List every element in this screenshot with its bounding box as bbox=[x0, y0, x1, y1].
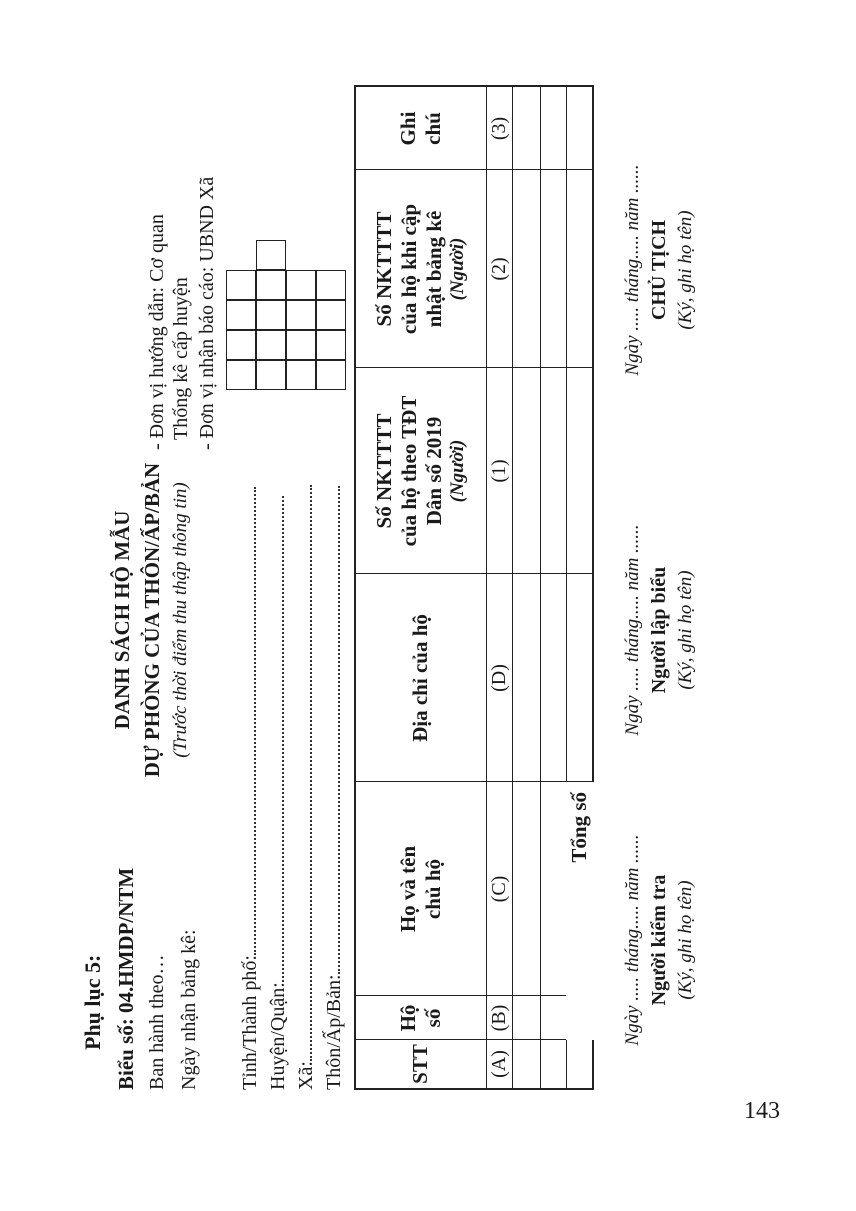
district-line bbox=[266, 496, 290, 1090]
code-box[interactable] bbox=[316, 270, 346, 300]
total-label-visible bbox=[566, 782, 594, 968]
header-note bbox=[356, 87, 486, 170]
province-label: Tỉnh/Thành phố: bbox=[239, 955, 261, 1090]
header-col1-unit: (Người) bbox=[447, 439, 469, 503]
receiving-unit: - Đơn vị nhận báo cáo: UBND Xã bbox=[196, 176, 218, 450]
header-note-line1: Ghi bbox=[395, 111, 420, 146]
title-line-1: DANH SÁCH HỘ MẪU bbox=[110, 510, 134, 730]
code-box[interactable] bbox=[256, 270, 286, 300]
code-a: (A) bbox=[488, 1050, 510, 1078]
row-divider bbox=[512, 87, 513, 1088]
guiding-unit: - Đơn vị hướng dẫn: Cơ quan bbox=[146, 214, 168, 450]
checker-date: Ngày ..... tháng..... năm ...... bbox=[622, 834, 643, 1046]
code-box[interactable] bbox=[256, 360, 286, 390]
chair-date: Ngày ..... tháng..... năm ...... bbox=[622, 164, 643, 376]
header-col1-line2: của hộ theo TĐT bbox=[397, 395, 421, 547]
code-box[interactable] bbox=[226, 330, 256, 360]
commune-label: Xã: bbox=[295, 1061, 317, 1090]
commune-line bbox=[294, 485, 318, 1090]
code-box[interactable] bbox=[316, 330, 346, 360]
header-col2-unit: (Người) bbox=[447, 237, 469, 301]
appendix-label: Phụ lục 5: bbox=[80, 954, 105, 1050]
header-ho-so-line2: số bbox=[421, 1008, 445, 1028]
checker-role: Người kiểm tra bbox=[647, 874, 670, 1006]
page-number: 143 bbox=[744, 1098, 780, 1124]
header-address-text: Địa chỉ của hộ bbox=[408, 614, 433, 742]
header-stt-text: STT bbox=[408, 1044, 433, 1084]
code-box[interactable] bbox=[286, 330, 316, 360]
district-label: Huyện/Quận: bbox=[267, 982, 289, 1090]
total-merge-mask bbox=[566, 980, 594, 1040]
code-box[interactable] bbox=[316, 360, 346, 390]
header-col2-line3: nhật bảng kê bbox=[422, 210, 447, 328]
header-note-line2: chú bbox=[421, 112, 445, 145]
header-col1-line3: Dân số 2019 bbox=[422, 416, 447, 526]
header-name bbox=[356, 782, 486, 996]
code-box[interactable] bbox=[286, 300, 316, 330]
code-box[interactable] bbox=[286, 270, 316, 300]
district-dotted-field[interactable] bbox=[266, 496, 284, 982]
row-divider bbox=[540, 87, 541, 1088]
total-label-visible-text: Tổng số bbox=[567, 792, 592, 863]
header-ho-so bbox=[356, 996, 486, 1040]
header-name-line1: Họ và tên bbox=[395, 845, 420, 933]
rotated-form-sheet bbox=[80, 80, 780, 1090]
preparer-role: Người lập biểu bbox=[647, 566, 670, 694]
chair-signature bbox=[620, 90, 698, 450]
code-d: (D) bbox=[488, 664, 510, 692]
code-3: (3) bbox=[488, 116, 510, 141]
header-name-line2: chủ hộ bbox=[421, 858, 445, 920]
code-box[interactable] bbox=[316, 300, 346, 330]
header-col2-line2: của hộ khi cập bbox=[397, 203, 421, 335]
header-col2-line1: Số NKTTTT bbox=[371, 211, 396, 327]
household-table bbox=[354, 85, 594, 1090]
form-number: Biểu số: 04.HMDP/NTM bbox=[114, 867, 138, 1090]
hamlet-line bbox=[322, 486, 346, 1090]
chair-role: CHỦ TỊCH bbox=[647, 219, 670, 321]
header-col2 bbox=[356, 170, 486, 368]
header-col1-line1: Số NKTTTT bbox=[371, 413, 396, 529]
header-ho-so-line1: Hộ bbox=[395, 1004, 420, 1032]
commune-dotted-field[interactable] bbox=[294, 485, 312, 1061]
code-box[interactable] bbox=[256, 240, 286, 270]
checker-sign-note: (Ký, ghi họ tên) bbox=[674, 880, 696, 1000]
code-box[interactable] bbox=[256, 300, 286, 330]
subtitle: (Trước thời điểm thu thập thông tin) bbox=[170, 482, 191, 758]
checker-signature bbox=[620, 790, 698, 1090]
guiding-unit-cont: Thống kê cấp huyện bbox=[170, 277, 192, 440]
preparer-date: Ngày ..... tháng..... năm ...... bbox=[622, 524, 643, 736]
code-1: (1) bbox=[488, 459, 510, 483]
code-b: (B) bbox=[488, 1004, 510, 1032]
code-box[interactable] bbox=[226, 300, 256, 330]
preparer-signature bbox=[620, 470, 698, 790]
province-dotted-field[interactable] bbox=[238, 487, 256, 955]
code-box[interactable] bbox=[226, 270, 256, 300]
hamlet-label: Thôn/Ấp/Bản: bbox=[323, 974, 345, 1090]
province-line bbox=[238, 487, 262, 1090]
header-col1 bbox=[356, 368, 486, 574]
code-box[interactable] bbox=[226, 360, 256, 390]
preparer-sign-note: (Ký, ghi họ tên) bbox=[674, 570, 696, 690]
hamlet-dotted-field[interactable] bbox=[322, 486, 340, 974]
code-box[interactable] bbox=[286, 360, 316, 390]
chair-sign-note: (Ký, ghi họ tên) bbox=[674, 210, 696, 330]
issued-by: Ban hành theo… bbox=[146, 954, 168, 1090]
header-stt bbox=[356, 1040, 486, 1088]
header-address bbox=[356, 574, 486, 782]
code-c: (C) bbox=[488, 875, 510, 903]
code-box[interactable] bbox=[256, 330, 286, 360]
code-2: (2) bbox=[488, 257, 510, 281]
title-line-2: DỰ PHÒNG CỦA THÔN/ẤP/BẢN bbox=[140, 462, 164, 778]
received-date-label: Ngày nhận bảng kê: bbox=[178, 929, 200, 1090]
